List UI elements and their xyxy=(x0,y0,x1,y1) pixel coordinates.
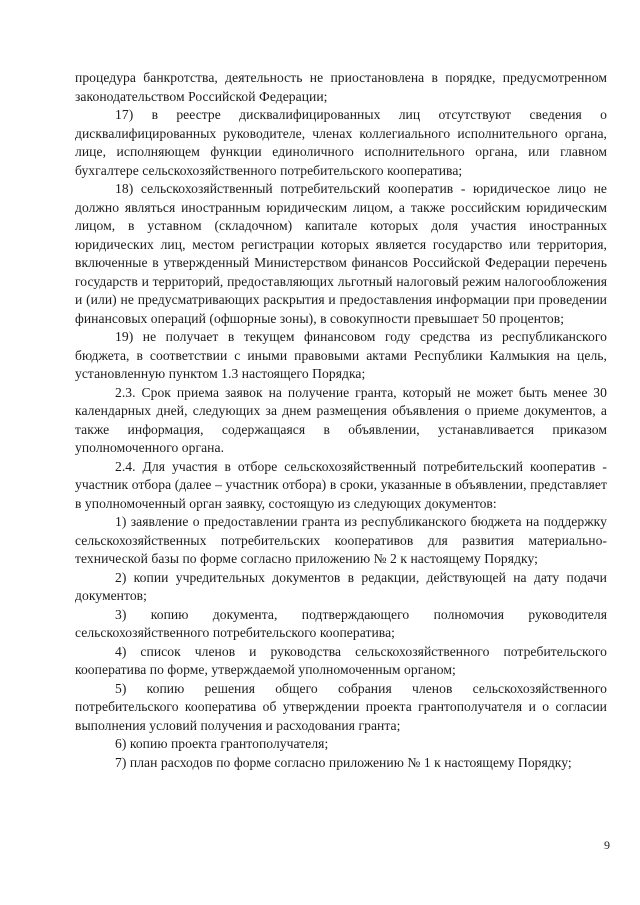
paragraph-doc-item-5: 5) копию решения общего собрания членов сельскохозяйственного потребительского кооператива об утверждении проекта грантополучателя и о согласии выполнения условий получения и расходования гранта; xyxy=(75,680,607,733)
paragraph-item-19: 19) не получает в текущем финансовом году средства из республиканского бюджета, в соответствии с иными правовыми актами Республики Калмыкия на цель, установленную пунктом 1.3 настоящего Порядка; xyxy=(75,329,607,381)
page-number: 9 xyxy=(604,838,610,852)
paragraph-doc-item-3: 3) копию документа, подтверждающего полномочия руководителя сельскохозяйственного потребительского кооператива; xyxy=(75,606,607,640)
paragraph-item-18: 18) сельскохозяйственный потребительский кооператив - юридическое лицо не должно являться иностранным юридическим лицом, а также российским юридическим лицом, в уставном (складочном) капитале которых доля участия иностранных юридических лиц, местом регистрации которых является государство или территория, включенные в утвержденный Министерством финансов Российской Федерации перечень государств и территорий, предоставляющих льготный налоговый режим налогообложения и (или) не предусматривающих раскрытия и предоставления информации при проведении финансовых операций (офшорные зоны), в совокупности превышает 50 процентов; xyxy=(75,181,607,326)
paragraph-doc-item-1: 1) заявление о предоставлении гранта из республиканского бюджета на поддержку сельскохозяйственных потребительских кооперативов для развития материально-технической базы по форме согласно приложению № 2 к настоящему Порядку; xyxy=(75,514,607,566)
paragraph-doc-item-6: 6) копию проекта грантополучателя; xyxy=(115,736,329,751)
paragraph-bankruptcy-continuation: процедура банкротства, деятельность не приостановлена в порядке, предусмотренном законодательством Российской Федерации; xyxy=(75,70,607,104)
document-body xyxy=(75,69,607,772)
paragraph-doc-item-2: 2) копии учредительных документов в редакции, действующей на дату подачи документов; xyxy=(75,569,607,603)
paragraph-doc-item-7: 7) план расходов по форме согласно приложению № 1 к настоящему Порядку; xyxy=(115,754,572,770)
paragraph-item-17: 17) в реестре дисквалифицированных лиц отсутствуют сведения о дисквалифицированных руководителе, членах коллегиального исполнительного органа, лице, исполняющем функции единоличного исполнительного органа, или главном бухгалтере сельскохозяйственного потребительского кооператива; xyxy=(75,107,607,178)
paragraph-doc-item-4: 4) список членов и руководства сельскохозяйственного потребительского кооператива по форме, утверждаемой уполномоченным органом; xyxy=(75,643,607,677)
paragraph-clause-2-4: 2.4. Для участия в отборе сельскохозяйственный потребительский кооператив - участник отбора (далее – участник отбора) в сроки, указанные в объявлении, представляет в уполномоченный орган заявку, состоящую из следующих документов: xyxy=(75,458,607,511)
paragraph-clause-2-3: 2.3. Срок приема заявок на получение гранта, который не может быть менее 30 календарных дней, следующих за днем размещения объявления о приеме документов, а также информация, содержащаяся в объявлении, устанавливается приказом уполномоченного органа. xyxy=(75,384,607,455)
